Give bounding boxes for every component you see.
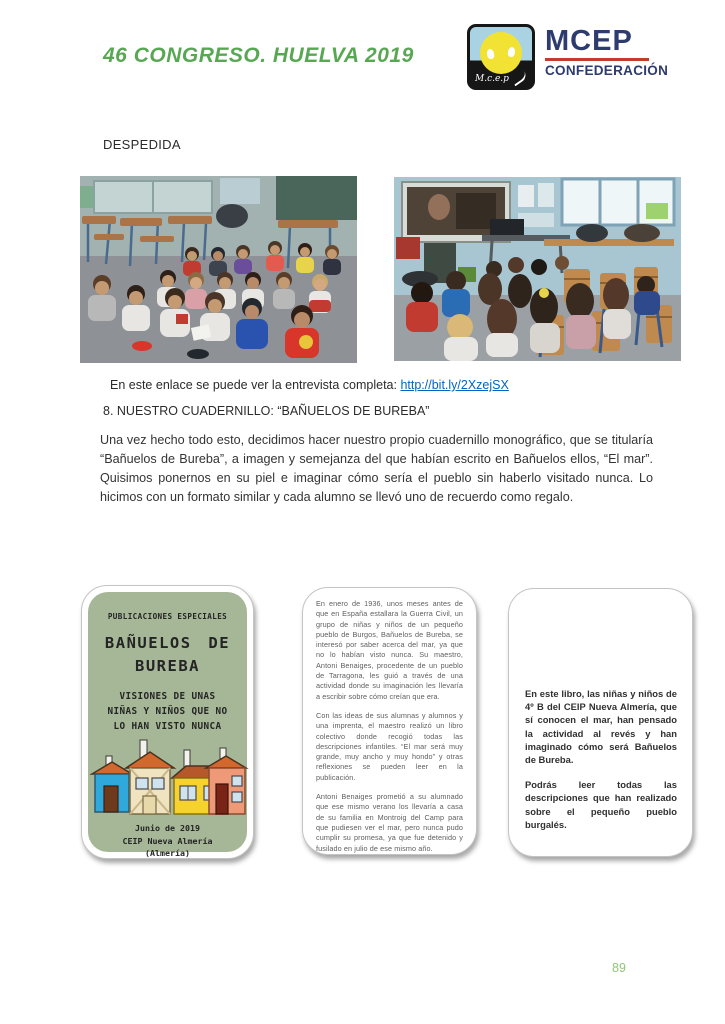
- booklet-cover: [88, 592, 247, 858]
- logo-acronym: MCEP: [545, 25, 633, 57]
- interview-link-line: [110, 378, 509, 392]
- photo-classroom-children-sitting: [80, 176, 357, 363]
- mcep-logo-icon: [467, 24, 535, 90]
- cover-place: (Almería): [145, 848, 190, 858]
- cover-title-line1: BAÑUELOS DE: [104, 634, 231, 652]
- booklet-inner-page-card: [302, 587, 477, 855]
- cover-title: [88, 632, 247, 678]
- logo-handwritten-text: M.c.e.p: [475, 74, 509, 84]
- photo-classroom-projection: [394, 177, 681, 361]
- cover-subtitle-line1: VISIONES DE UNAS: [119, 691, 216, 702]
- page-title: 46 CONGRESO. HUELVA 2019: [103, 44, 414, 67]
- inner-paragraph: Antoni Benaiges prometió a su alumnado que ese mismo verano los llevaría a casa de su familia en Montroig del Camp para que pudiesen ver el mar, pero nunca pudo cumplir su promesa, ya que fue detenido y fusilado en julio de ese mismo año.: [316, 792, 463, 853]
- cuadernillo-heading: 8. NUESTRO CUADERNILLO: “BAÑUELOS DE BUREBA”: [103, 404, 430, 418]
- cover-school: CEIP Nueva Almería: [122, 835, 213, 846]
- back-paragraph: En este libro, las niñas y niños de 4º B del CEIP Nueva Almería, que sí conocen el mar, han pensado la actividad al revés y han imaginado cómo será Bañuelos de Bureba.: [525, 688, 677, 766]
- cover-subtitle-line2: NIÑAS Y NIÑOS QUE NO: [107, 706, 228, 717]
- logo-red-rule: [545, 58, 649, 61]
- interview-link-prefix: En este enlace se puede ver la entrevista completa:: [110, 378, 401, 392]
- logo-wordmark: [545, 24, 668, 78]
- booklet-back-page-card: [508, 588, 693, 857]
- interview-link[interactable]: http://bit.ly/2XzejSX: [400, 378, 509, 392]
- cover-subtitle: [88, 689, 247, 734]
- booklet-cover-card: [81, 585, 254, 859]
- despedida-heading: DESPEDIDA: [103, 137, 181, 152]
- cover-title-line2: BUREBA: [135, 657, 200, 675]
- houses-illustration: [88, 738, 247, 820]
- cuadernillo-paragraph: Una vez hecho todo esto, decidimos hacer nuestro propio cuadernillo monográfico, que se titularía “Bañuelos de Bureba”, a imagen y semejanza del que habían escrito en Bañuelos ellos, “El mar”. Quisimos ponernos en su piel e imaginar cómo sería el pueblo sin haberlo visitado nunca. Lo hicimos con un formato similar y cada alumno se llevó uno de recuerdo como regalo.: [100, 433, 653, 504]
- inner-paragraph: En enero de 1936, unos meses antes de que en España estallara la Guerra Civil, un grupo de niñas y niños de un pequeño pueblo de Burgos, Bañuelos de Bureba, se interesó por saber acerca del mar, ya que no lo habían visto nunca. Su maestro, Antoni Benaiges, procedente de un pueblo de Tarragona, les guió a través de una actividad donde su imaginación les llevaría a escribir sobre cómo creían que era.: [316, 599, 463, 701]
- cover-date: Junio de 2019: [135, 823, 200, 833]
- logo-subtitle: CONFEDERACIÓN: [545, 62, 669, 79]
- back-paragraph: Podrás leer todas las descripciones que han realizado sobre el pequeño pueblo burgalés.: [525, 779, 677, 830]
- mcep-logo: [467, 24, 668, 90]
- page-number: 89: [612, 961, 626, 975]
- inner-paragraph: Con las ideas de sus alumnas y alumnos y una imprenta, el maestro realizó un libro colectivo donde recogió todas las descripciones infantiles. “El mar será muy grande, muy ancho y muy hondo” y otras reflexiones se pueden leer en la publicación.: [316, 710, 463, 782]
- cover-subtitle-line3: LO HAN VISTO NUNCA: [113, 721, 222, 732]
- cover-footer: [88, 822, 247, 860]
- cover-kicker: PUBLICACIONES ESPECIALES: [107, 612, 228, 621]
